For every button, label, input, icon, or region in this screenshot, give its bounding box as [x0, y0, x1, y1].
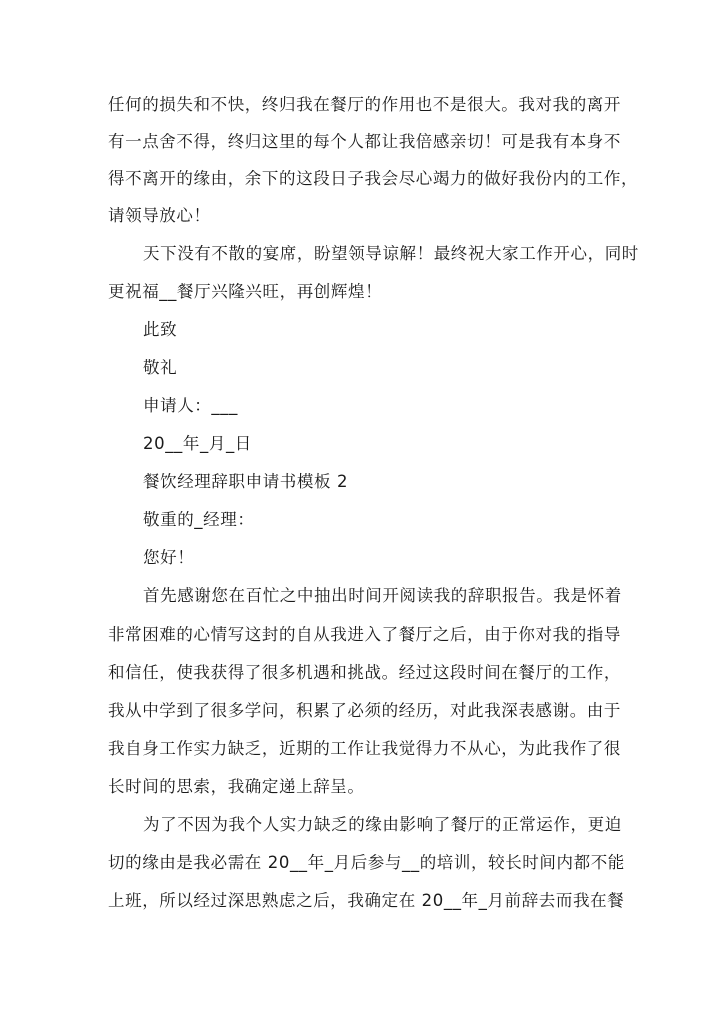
paragraph-line: 首先感谢您在百忙之中抽出时间开阅读我的辞职报告。我是怀着 [143, 586, 622, 605]
paragraph-line: 上班，所以经过深思熟虑之后，我确定在 20__年_月前辞去而我在餐 [108, 891, 625, 910]
greeting-line: 您好！ [143, 548, 195, 567]
paragraph-line: 切的缘由是我必需在 20__年_月后参与__的培训，较长时间内都不能 [108, 853, 625, 872]
section-title: 餐饮经理辞职申请书模板 2 [143, 472, 349, 491]
paragraph-line: 和信任，使我获得了很多机遇和挑战。经过这段时间在餐厅的工作， [108, 663, 621, 682]
paragraph-line: 更祝福__餐厅兴隆兴旺，再创辉煌！ [108, 282, 383, 301]
paragraph-line: 我从中学到了很多学问，积累了必须的经历，对此我深表感谢。由于 [108, 701, 621, 720]
date-line: 20__年_月_日 [143, 434, 252, 453]
salutation-line: 敬重的_经理： [143, 510, 255, 529]
paragraph-line: 非常困难的心情写这封的自从我进入了餐厅之后，由于你对我的指导 [108, 625, 621, 644]
paragraph-line: 请领导放心！ [108, 206, 211, 225]
signature-line: 申请人：___ [143, 396, 238, 415]
paragraph-line: 长时间的思索，我确定递上辞呈。 [108, 777, 365, 796]
paragraph-line: 我自身工作实力缺乏，近期的工作让我觉得力不从心，为此我作了很 [108, 739, 621, 758]
closing-line: 敬礼 [143, 358, 178, 377]
paragraph-line: 任何的损失和不快，终归我在餐厅的作用也不是很大。我对我的离开 [108, 95, 621, 114]
closing-line: 此致 [143, 320, 178, 339]
paragraph-line: 得不离开的缘由，余下的这段日子我会尽心竭力的做好我份内的工作， [108, 169, 639, 188]
paragraph-line: 有一点舍不得，终归这里的每个人都让我倍感亲切！可是我有本身不 [108, 132, 621, 151]
paragraph-line: 天下没有不散的宴席，盼望领导谅解！最终祝大家工作开心，同时 [143, 244, 639, 263]
paragraph-line: 为了不因为我个人实力缺乏的缘由影响了餐厅的正常运作，更迫 [143, 815, 622, 834]
